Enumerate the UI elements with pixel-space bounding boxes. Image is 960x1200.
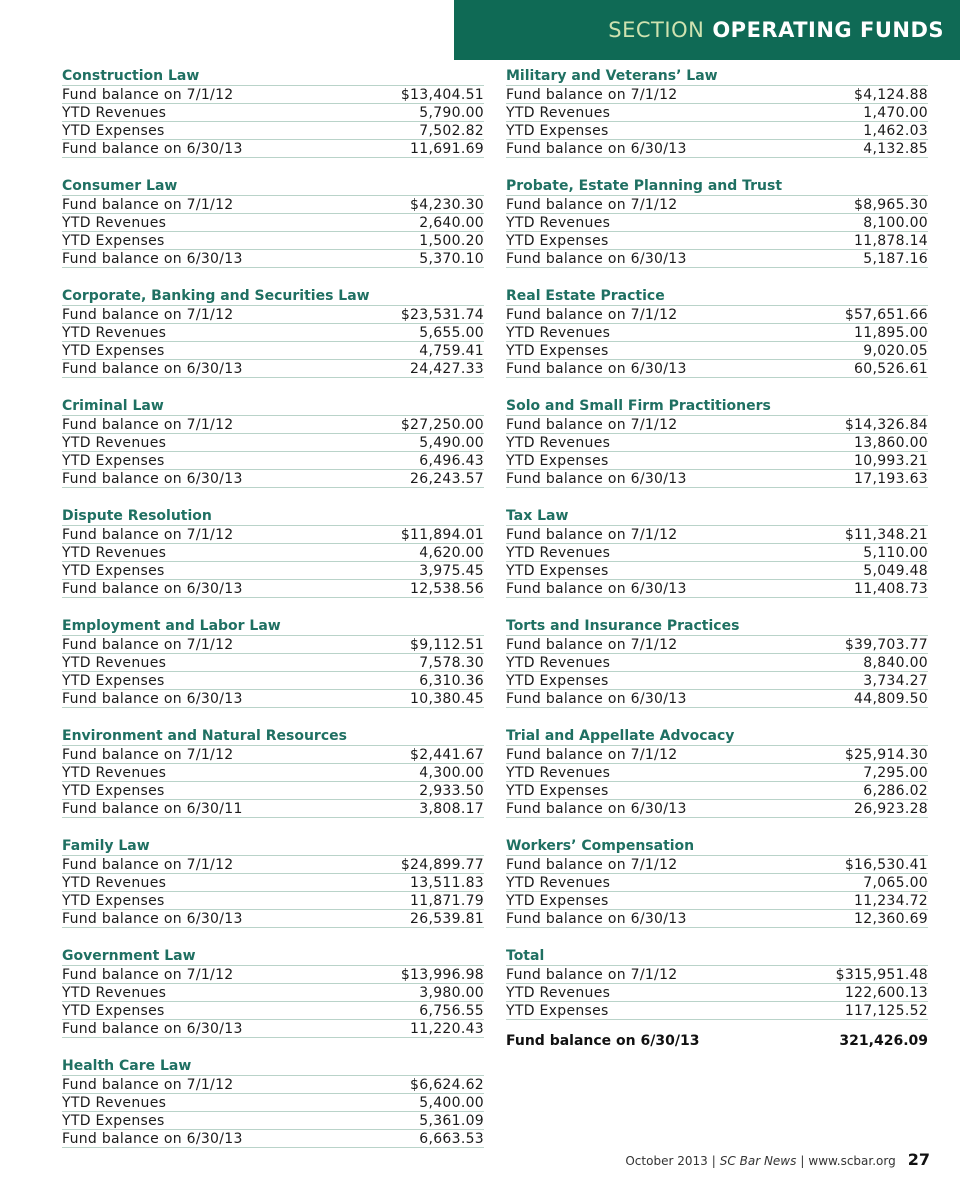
row-label: YTD Revenues <box>62 435 167 451</box>
table-row <box>506 782 928 800</box>
row-value: $13,996.98 <box>400 967 484 983</box>
table-row <box>62 250 484 268</box>
section-heading: Consumer Law <box>62 176 484 196</box>
table-row <box>62 1002 484 1020</box>
section-heading: Corporate, Banking and Securities Law <box>62 286 484 306</box>
table-row <box>506 544 928 562</box>
row-value: 5,400.00 <box>419 1095 484 1111</box>
table-row <box>506 874 928 892</box>
fund-section <box>506 396 928 506</box>
row-value: 2,640.00 <box>419 215 484 231</box>
section-heading: Construction Law <box>62 66 484 86</box>
table-row <box>506 452 928 470</box>
row-value: 5,490.00 <box>419 435 484 451</box>
row-value: 117,125.52 <box>844 1003 928 1019</box>
table-row <box>62 104 484 122</box>
row-label: Fund balance on 7/1/12 <box>62 967 234 983</box>
row-label: YTD Expenses <box>506 123 609 139</box>
table-row <box>62 562 484 580</box>
table-row <box>62 1094 484 1112</box>
row-value: 12,360.69 <box>854 911 928 927</box>
row-label: YTD Expenses <box>62 1113 165 1129</box>
row-label: Fund balance on 7/1/12 <box>62 857 234 873</box>
row-value: $2,441.67 <box>410 747 484 763</box>
table-row <box>62 654 484 672</box>
table-row <box>62 892 484 910</box>
row-label: Fund balance on 6/30/13 <box>506 361 687 377</box>
row-value: 4,132.85 <box>863 141 928 157</box>
table-row <box>506 984 928 1002</box>
row-label: Fund balance on 7/1/12 <box>506 527 678 543</box>
section-heading: Real Estate Practice <box>506 286 928 306</box>
table-row <box>506 104 928 122</box>
row-value: 26,923.28 <box>854 801 928 817</box>
table-row <box>62 966 484 984</box>
table-row <box>506 636 928 654</box>
right-column <box>506 66 928 1056</box>
table-row <box>506 196 928 214</box>
table-row <box>62 746 484 764</box>
table-row <box>506 1002 928 1020</box>
row-label: Fund balance on 7/1/12 <box>506 857 678 873</box>
row-value: 12,538.56 <box>410 581 484 597</box>
row-label: Fund balance on 7/1/12 <box>506 197 678 213</box>
row-value: 1,500.20 <box>419 233 484 249</box>
row-value: $4,230.30 <box>410 197 484 213</box>
row-label: YTD Expenses <box>62 893 165 909</box>
row-value: 6,286.02 <box>863 783 928 799</box>
row-label: Fund balance on 6/30/13 <box>62 1021 243 1037</box>
row-value: $57,651.66 <box>844 307 928 323</box>
fund-section <box>62 616 484 726</box>
row-value: 13,860.00 <box>854 435 928 451</box>
row-label: YTD Expenses <box>62 783 165 799</box>
section-heading: Torts and Insurance Practices <box>506 616 928 636</box>
row-label: YTD Expenses <box>506 1003 609 1019</box>
table-row <box>62 690 484 708</box>
row-label: YTD Revenues <box>506 105 611 121</box>
table-row <box>62 1020 484 1038</box>
row-value: 26,539.81 <box>410 911 484 927</box>
section-heading: Workers’ Compensation <box>506 836 928 856</box>
section-heading: Military and Veterans’ Law <box>506 66 928 86</box>
footer-magazine: SC Bar News <box>719 1154 797 1168</box>
row-value: 6,496.43 <box>419 453 484 469</box>
fund-section <box>62 836 484 946</box>
footer-separator: | <box>800 1154 805 1168</box>
row-value: $27,250.00 <box>400 417 484 433</box>
row-value: 5,361.09 <box>419 1113 484 1129</box>
row-value: $9,112.51 <box>410 637 484 653</box>
table-row <box>62 800 484 818</box>
fund-section <box>506 286 928 396</box>
fund-section <box>62 726 484 836</box>
row-value: 122,600.13 <box>844 985 928 1001</box>
fund-section <box>62 66 484 176</box>
section-title-total: Total <box>506 946 928 966</box>
table-row <box>506 470 928 488</box>
row-value: 11,220.43 <box>410 1021 484 1037</box>
section-heading: Health Care Law <box>62 1056 484 1076</box>
table-row <box>506 214 928 232</box>
row-value: 5,110.00 <box>863 545 928 561</box>
fund-section <box>506 616 928 726</box>
row-label: Fund balance on 6/30/13 <box>62 141 243 157</box>
table-row <box>506 892 928 910</box>
table-row <box>62 342 484 360</box>
row-label: YTD Revenues <box>506 985 611 1001</box>
row-label: YTD Revenues <box>506 215 611 231</box>
row-label: YTD Expenses <box>506 343 609 359</box>
row-value: $4,124.88 <box>854 87 928 103</box>
row-label: YTD Expenses <box>62 563 165 579</box>
section-heading: Employment and Labor Law <box>62 616 484 636</box>
section-heading: Trial and Appellate Advocacy <box>506 726 928 746</box>
table-row <box>62 1112 484 1130</box>
table-row <box>62 1130 484 1148</box>
row-value: 60,526.61 <box>854 361 928 377</box>
row-label: Fund balance on 6/30/13 <box>506 251 687 267</box>
page-footer <box>625 1150 930 1169</box>
row-label: Fund balance on 6/30/13 <box>506 801 687 817</box>
row-value: 6,663.53 <box>419 1131 484 1147</box>
row-value: $13,404.51 <box>400 87 484 103</box>
row-label: Fund balance on 7/1/12 <box>62 637 234 653</box>
table-row <box>62 672 484 690</box>
row-label: YTD Revenues <box>506 875 611 891</box>
row-label: YTD Revenues <box>62 655 167 671</box>
row-value: 8,100.00 <box>863 215 928 231</box>
row-label: Fund balance on 6/30/13 <box>506 581 687 597</box>
row-label: Fund balance on 6/30/13 <box>62 251 243 267</box>
row-value: 26,243.57 <box>410 471 484 487</box>
row-label: YTD Revenues <box>62 985 167 1001</box>
row-label: Fund balance on 7/1/12 <box>506 87 678 103</box>
row-label: Fund balance on 6/30/13 <box>62 581 243 597</box>
table-row <box>506 140 928 158</box>
total-final-label: Fund balance on 6/30/13 <box>506 1033 700 1049</box>
fund-section <box>62 176 484 286</box>
table-row <box>506 580 928 598</box>
row-label: YTD Expenses <box>62 343 165 359</box>
section-word: SECTION <box>608 18 705 42</box>
row-label: Fund balance on 7/1/12 <box>62 527 234 543</box>
fund-section <box>506 836 928 946</box>
fund-section <box>62 946 484 1056</box>
row-value: 3,975.45 <box>419 563 484 579</box>
row-label: YTD Revenues <box>506 435 611 451</box>
row-value: $8,965.30 <box>854 197 928 213</box>
fund-section-total <box>506 946 928 1056</box>
table-row <box>506 86 928 104</box>
row-value: 7,502.82 <box>419 123 484 139</box>
table-row <box>506 306 928 324</box>
table-row <box>62 910 484 928</box>
section-heading: Dispute Resolution <box>62 506 484 526</box>
row-value: 24,427.33 <box>410 361 484 377</box>
table-row <box>62 360 484 378</box>
table-row <box>506 746 928 764</box>
table-row <box>506 562 928 580</box>
row-label: Fund balance on 6/30/13 <box>506 471 687 487</box>
table-row <box>506 856 928 874</box>
row-value: $24,899.77 <box>400 857 484 873</box>
row-value: $39,703.77 <box>844 637 928 653</box>
table-row <box>62 856 484 874</box>
row-value: 4,620.00 <box>419 545 484 561</box>
row-label: YTD Expenses <box>62 123 165 139</box>
section-heading: Criminal Law <box>62 396 484 416</box>
row-label: YTD Revenues <box>506 545 611 561</box>
row-label: YTD Revenues <box>506 765 611 781</box>
row-value: 44,809.50 <box>854 691 928 707</box>
row-label: Fund balance on 7/1/12 <box>62 307 234 323</box>
row-value: 10,993.21 <box>854 453 928 469</box>
row-value: $315,951.48 <box>835 967 928 983</box>
fund-section <box>506 176 928 286</box>
section-heading: Family Law <box>62 836 484 856</box>
table-row <box>506 122 928 140</box>
row-label: YTD Expenses <box>62 233 165 249</box>
total-final-value: 321,426.09 <box>839 1033 928 1049</box>
fund-section <box>62 286 484 396</box>
footer-date: October 2013 <box>625 1154 708 1168</box>
row-value: 17,193.63 <box>854 471 928 487</box>
row-label: YTD Revenues <box>62 1095 167 1111</box>
row-label: Fund balance on 7/1/12 <box>506 967 678 983</box>
row-value: 7,295.00 <box>863 765 928 781</box>
row-label: YTD Revenues <box>62 215 167 231</box>
footer-separator: | <box>711 1154 716 1168</box>
table-row <box>506 250 928 268</box>
row-label: Fund balance on 7/1/12 <box>506 417 678 433</box>
table-row <box>506 416 928 434</box>
section-heading: Tax Law <box>506 506 928 526</box>
row-value: $11,348.21 <box>844 527 928 543</box>
row-value: 3,980.00 <box>419 985 484 1001</box>
footer-website[interactable]: www.scbar.org <box>808 1154 896 1168</box>
row-label: YTD Revenues <box>62 105 167 121</box>
row-label: Fund balance on 7/1/12 <box>62 87 234 103</box>
table-row <box>62 306 484 324</box>
table-row <box>62 764 484 782</box>
fund-section <box>506 506 928 616</box>
section-heading: Solo and Small Firm Practitioners <box>506 396 928 416</box>
row-label: YTD Revenues <box>62 765 167 781</box>
row-label: YTD Expenses <box>62 1003 165 1019</box>
row-label: YTD Revenues <box>506 325 611 341</box>
table-row <box>506 654 928 672</box>
table-row <box>62 416 484 434</box>
row-label: Fund balance on 7/1/12 <box>506 637 678 653</box>
row-value: 5,187.16 <box>863 251 928 267</box>
row-label: YTD Revenues <box>62 545 167 561</box>
row-label: YTD Expenses <box>62 673 165 689</box>
table-row <box>62 874 484 892</box>
row-value: 10,380.45 <box>410 691 484 707</box>
total-final-row <box>506 1030 928 1052</box>
table-row <box>62 636 484 654</box>
table-row <box>506 764 928 782</box>
fund-section <box>62 506 484 616</box>
row-label: YTD Expenses <box>506 673 609 689</box>
row-label: Fund balance on 6/30/13 <box>62 911 243 927</box>
table-row <box>62 544 484 562</box>
table-row <box>62 122 484 140</box>
section-title: OPERATING FUNDS <box>712 18 944 42</box>
section-heading: Probate, Estate Planning and Trust <box>506 176 928 196</box>
table-row <box>62 434 484 452</box>
row-label: Fund balance on 6/30/13 <box>506 141 687 157</box>
row-label: YTD Expenses <box>506 783 609 799</box>
row-value: 11,871.79 <box>410 893 484 909</box>
row-value: 5,655.00 <box>419 325 484 341</box>
section-banner <box>454 0 960 60</box>
row-value: 1,462.03 <box>863 123 928 139</box>
section-heading: Environment and Natural Resources <box>62 726 484 746</box>
row-label: Fund balance on 6/30/11 <box>62 801 243 817</box>
table-row <box>506 360 928 378</box>
fund-section <box>506 66 928 176</box>
row-label: Fund balance on 7/1/12 <box>62 747 234 763</box>
row-value: $6,624.62 <box>410 1077 484 1093</box>
row-label: YTD Expenses <box>506 563 609 579</box>
row-label: YTD Expenses <box>506 893 609 909</box>
section-heading: Government Law <box>62 946 484 966</box>
row-label: YTD Revenues <box>62 875 167 891</box>
row-value: $25,914.30 <box>844 747 928 763</box>
table-row <box>506 526 928 544</box>
row-label: Fund balance on 6/30/13 <box>62 691 243 707</box>
table-row <box>62 324 484 342</box>
row-value: 8,840.00 <box>863 655 928 671</box>
table-row <box>62 1076 484 1094</box>
row-label: Fund balance on 6/30/13 <box>62 471 243 487</box>
row-value: 7,578.30 <box>419 655 484 671</box>
row-value: 5,049.48 <box>863 563 928 579</box>
table-row <box>62 580 484 598</box>
row-value: $16,530.41 <box>844 857 928 873</box>
fund-section <box>62 396 484 506</box>
row-label: YTD Expenses <box>506 233 609 249</box>
table-row <box>62 470 484 488</box>
row-label: Fund balance on 6/30/13 <box>62 361 243 377</box>
row-label: Fund balance on 7/1/12 <box>62 1077 234 1093</box>
row-label: YTD Revenues <box>62 325 167 341</box>
row-value: 5,370.10 <box>419 251 484 267</box>
row-value: 13,511.83 <box>410 875 484 891</box>
table-row <box>62 232 484 250</box>
table-row <box>62 86 484 104</box>
row-label: Fund balance on 7/1/12 <box>62 197 234 213</box>
table-row <box>62 782 484 800</box>
row-value: 4,300.00 <box>419 765 484 781</box>
row-label: Fund balance on 7/1/12 <box>62 417 234 433</box>
table-row <box>506 800 928 818</box>
page-number: 27 <box>907 1150 930 1169</box>
row-value: 11,895.00 <box>854 325 928 341</box>
table-row <box>506 910 928 928</box>
table-row <box>62 452 484 470</box>
row-value: $23,531.74 <box>400 307 484 323</box>
row-value: 7,065.00 <box>863 875 928 891</box>
row-label: Fund balance on 6/30/13 <box>62 1131 243 1147</box>
table-row <box>62 984 484 1002</box>
row-value: 6,310.36 <box>419 673 484 689</box>
row-value: 11,691.69 <box>410 141 484 157</box>
fund-section <box>62 1056 484 1166</box>
row-label: YTD Expenses <box>62 453 165 469</box>
row-value: 2,933.50 <box>419 783 484 799</box>
table-row <box>62 214 484 232</box>
row-value: 11,408.73 <box>854 581 928 597</box>
table-row <box>506 434 928 452</box>
table-row <box>62 140 484 158</box>
row-value: 3,734.27 <box>863 673 928 689</box>
row-value: 3,808.17 <box>419 801 484 817</box>
row-value: 4,759.41 <box>419 343 484 359</box>
table-row <box>506 342 928 360</box>
row-value: $11,894.01 <box>400 527 484 543</box>
table-row <box>506 672 928 690</box>
row-label: Fund balance on 6/30/13 <box>506 691 687 707</box>
table-row <box>506 232 928 250</box>
row-value: 6,756.55 <box>419 1003 484 1019</box>
table-row <box>506 324 928 342</box>
row-value: $14,326.84 <box>844 417 928 433</box>
row-value: 11,234.72 <box>854 893 928 909</box>
row-label: YTD Revenues <box>506 655 611 671</box>
row-value: 9,020.05 <box>863 343 928 359</box>
row-value: 1,470.00 <box>863 105 928 121</box>
table-row <box>62 526 484 544</box>
row-value: 11,878.14 <box>854 233 928 249</box>
left-column <box>62 66 484 1166</box>
table-row <box>506 690 928 708</box>
row-label: YTD Expenses <box>506 453 609 469</box>
row-label: Fund balance on 7/1/12 <box>506 747 678 763</box>
table-row <box>506 966 928 984</box>
table-row <box>62 196 484 214</box>
row-value: 5,790.00 <box>419 105 484 121</box>
fund-section <box>506 726 928 836</box>
row-label: Fund balance on 7/1/12 <box>506 307 678 323</box>
row-label: Fund balance on 6/30/13 <box>506 911 687 927</box>
